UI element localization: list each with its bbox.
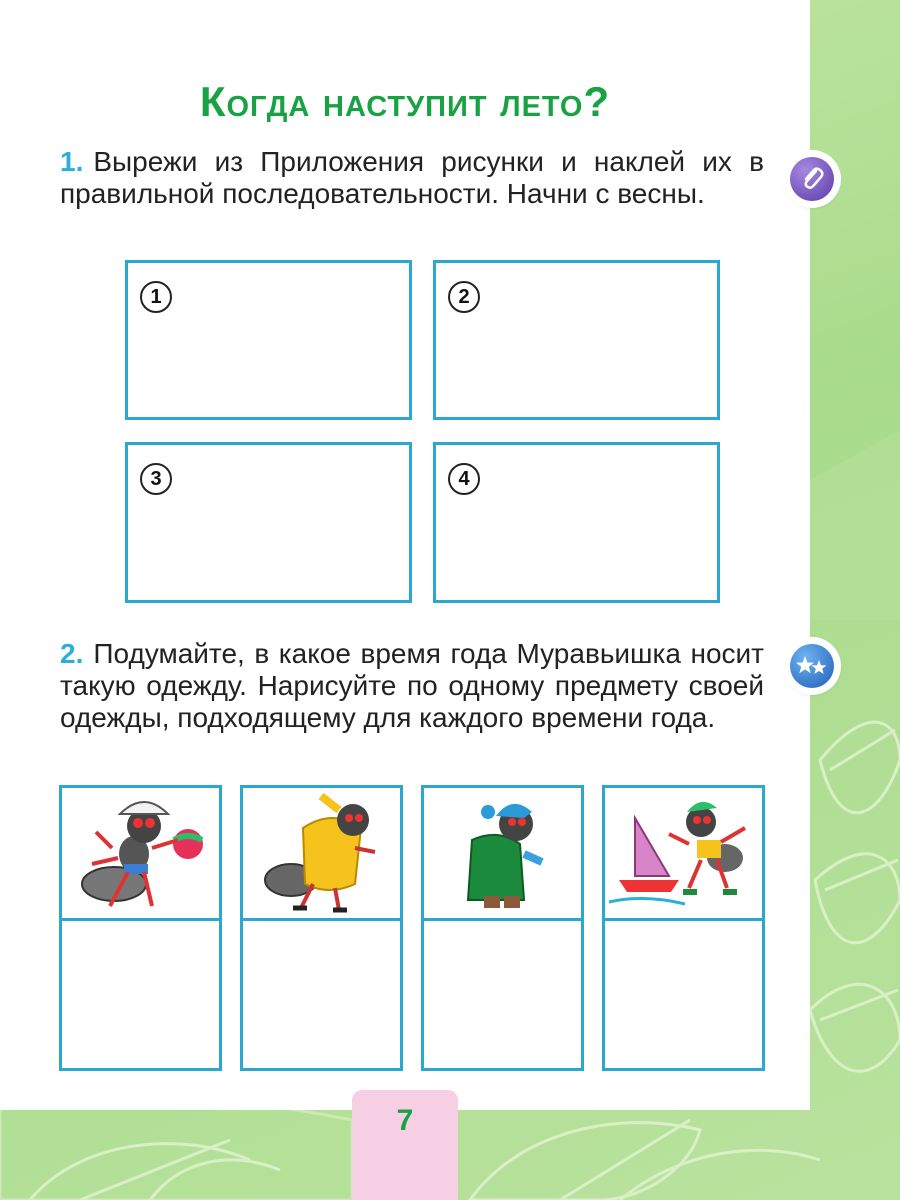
page-title: Когда наступит лето? xyxy=(199,78,611,125)
ant-summer-hat-ball-picture xyxy=(62,788,219,918)
frame-number-1: 1 xyxy=(140,281,172,313)
task-2 xyxy=(60,638,764,734)
ant-boat-spring-picture xyxy=(605,788,762,918)
page-number: 7 xyxy=(396,1104,414,1137)
sticker-frame-3[interactable] xyxy=(125,442,412,603)
ant-winter-coat-picture xyxy=(424,788,581,918)
drawing-cell-2[interactable] xyxy=(240,918,403,1071)
frame-number-2: 2 xyxy=(448,281,480,313)
task-2-text: Подумайте, в какое время года Муравьишка носит такую одежду. Нарисуйте по одному предмету своей одежды, подходящему для каждого времени года. xyxy=(60,638,764,733)
stars-icon xyxy=(790,644,834,688)
task-1-number: 1. xyxy=(60,146,84,177)
ant-yellow-raincoat-picture xyxy=(243,788,400,918)
stars-badge xyxy=(786,640,838,692)
frame-number-4: 4 xyxy=(448,463,480,495)
frame-number-3: 3 xyxy=(140,463,172,495)
drawing-cell-3[interactable] xyxy=(421,918,584,1071)
paperclip-badge xyxy=(786,153,838,205)
sticker-frame-4[interactable] xyxy=(433,442,720,603)
drawing-cell-4[interactable] xyxy=(602,918,765,1071)
sticker-frame-1[interactable] xyxy=(125,260,412,420)
picture-cell-winter xyxy=(421,785,584,921)
picture-cell-spring xyxy=(602,785,765,921)
paperclip-icon xyxy=(790,157,834,201)
task-1 xyxy=(60,146,764,210)
picture-cell-autumn xyxy=(240,785,403,921)
picture-cell-summer xyxy=(59,785,222,921)
task-1-text: Вырежи из Приложения рисунки и наклей их в правильной последовательности. Начни с весны. xyxy=(60,146,764,209)
sticker-frame-2[interactable] xyxy=(433,260,720,420)
drawing-cell-1[interactable] xyxy=(59,918,222,1071)
task-2-number: 2. xyxy=(60,638,84,669)
page-number-tab xyxy=(352,1090,458,1200)
